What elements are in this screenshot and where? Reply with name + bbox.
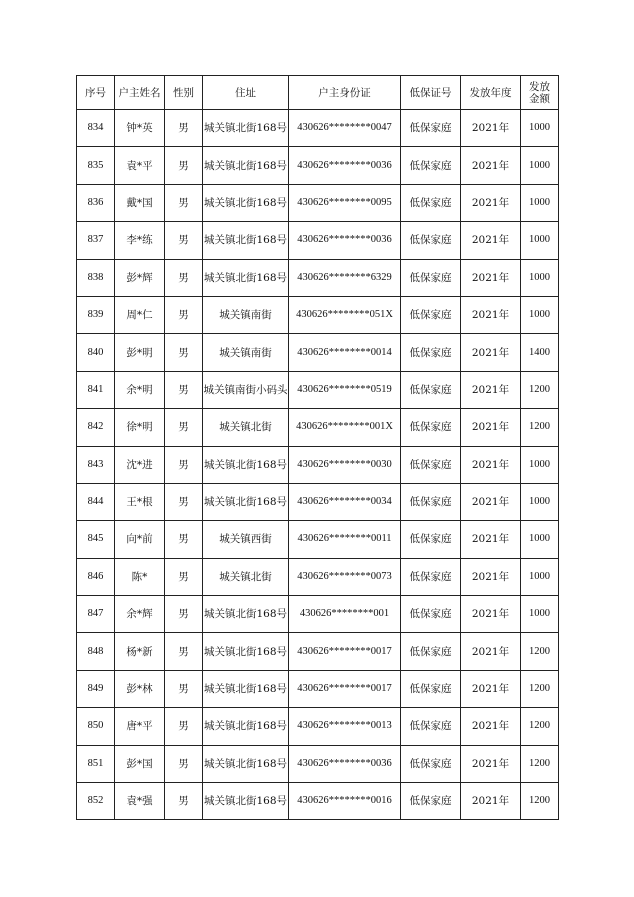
cell-id: 430626********0036: [289, 745, 401, 782]
cell-name: 周*仁: [115, 296, 165, 333]
cell-no: 834: [77, 110, 115, 147]
cell-name: 袁*强: [115, 783, 165, 820]
cell-address: 城关镇北街168号: [203, 110, 289, 147]
cell-name: 陈*: [115, 558, 165, 595]
cell-address: 城关镇南街: [203, 334, 289, 371]
header-id: 户主身份证: [289, 76, 401, 110]
cell-cert: 低保家庭: [401, 296, 461, 333]
cell-gender: 男: [165, 147, 203, 184]
cell-gender: 男: [165, 596, 203, 633]
cell-address: 城关镇北街168号: [203, 446, 289, 483]
table-row: [77, 558, 559, 595]
cell-name: 徐*明: [115, 409, 165, 446]
table-row: [77, 409, 559, 446]
table-row: [77, 371, 559, 408]
cell-amount: 1200: [521, 670, 559, 707]
cell-id: 430626********001: [289, 596, 401, 633]
table-row: [77, 110, 559, 147]
cell-year: 2021年: [461, 558, 521, 595]
table-row: [77, 670, 559, 707]
cell-year: 2021年: [461, 184, 521, 221]
cell-no: 847: [77, 596, 115, 633]
table-row: [77, 483, 559, 520]
cell-amount: 1200: [521, 745, 559, 782]
cell-cert: 低保家庭: [401, 596, 461, 633]
cell-id: 430626********0034: [289, 483, 401, 520]
cell-amount: 1000: [521, 521, 559, 558]
header-name: 户主姓名: [115, 76, 165, 110]
cell-name: 袁*平: [115, 147, 165, 184]
cell-id: 430626********001X: [289, 409, 401, 446]
cell-address: 城关镇北街168号: [203, 259, 289, 296]
cell-name: 向*前: [115, 521, 165, 558]
cell-year: 2021年: [461, 708, 521, 745]
cell-cert: 低保家庭: [401, 147, 461, 184]
cell-year: 2021年: [461, 147, 521, 184]
cell-address: 城关镇北街168号: [203, 745, 289, 782]
cell-address: 城关镇北街168号: [203, 222, 289, 259]
cell-id: 430626********0014: [289, 334, 401, 371]
cell-name: 彭*林: [115, 670, 165, 707]
cell-no: 849: [77, 670, 115, 707]
cell-year: 2021年: [461, 222, 521, 259]
cell-year: 2021年: [461, 745, 521, 782]
cell-gender: 男: [165, 446, 203, 483]
cell-amount: 1000: [521, 296, 559, 333]
cell-gender: 男: [165, 783, 203, 820]
cell-id: 430626********0519: [289, 371, 401, 408]
cell-id: 430626********051X: [289, 296, 401, 333]
cell-amount: 1200: [521, 708, 559, 745]
cell-gender: 男: [165, 222, 203, 259]
cell-cert: 低保家庭: [401, 409, 461, 446]
header-amount-line2: 金额: [529, 92, 550, 105]
cell-address: 城关镇北街: [203, 558, 289, 595]
cell-no: 843: [77, 446, 115, 483]
cell-cert: 低保家庭: [401, 633, 461, 670]
cell-amount: 1000: [521, 483, 559, 520]
cell-cert: 低保家庭: [401, 371, 461, 408]
cell-cert: 低保家庭: [401, 334, 461, 371]
header-row: [77, 76, 559, 110]
cell-no: 851: [77, 745, 115, 782]
cell-name: 杨*新: [115, 633, 165, 670]
cell-cert: 低保家庭: [401, 521, 461, 558]
table-row: [77, 222, 559, 259]
cell-year: 2021年: [461, 596, 521, 633]
table-row: [77, 708, 559, 745]
cell-address: 城关镇南街小码头: [203, 371, 289, 408]
table-row: [77, 446, 559, 483]
cell-year: 2021年: [461, 296, 521, 333]
cell-id: 430626********0016: [289, 783, 401, 820]
table-row: [77, 596, 559, 633]
cell-no: 850: [77, 708, 115, 745]
cell-no: 835: [77, 147, 115, 184]
cell-address: 城关镇北街168号: [203, 596, 289, 633]
cell-gender: 男: [165, 259, 203, 296]
cell-gender: 男: [165, 633, 203, 670]
table-row: [77, 184, 559, 221]
cell-id: 430626********0013: [289, 708, 401, 745]
table-row: [77, 259, 559, 296]
cell-name: 余*辉: [115, 596, 165, 633]
table-row: [77, 633, 559, 670]
cell-amount: 1000: [521, 259, 559, 296]
table-row: [77, 296, 559, 333]
cell-cert: 低保家庭: [401, 670, 461, 707]
cell-gender: 男: [165, 296, 203, 333]
cell-name: 彭*国: [115, 745, 165, 782]
cell-no: 839: [77, 296, 115, 333]
cell-year: 2021年: [461, 446, 521, 483]
cell-year: 2021年: [461, 110, 521, 147]
cell-no: 837: [77, 222, 115, 259]
cell-name: 彭*明: [115, 334, 165, 371]
cell-id: 430626********0017: [289, 670, 401, 707]
cell-year: 2021年: [461, 259, 521, 296]
cell-name: 彭*辉: [115, 259, 165, 296]
cell-cert: 低保家庭: [401, 184, 461, 221]
cell-no: 841: [77, 371, 115, 408]
cell-cert: 低保家庭: [401, 222, 461, 259]
cell-amount: 1200: [521, 371, 559, 408]
cell-year: 2021年: [461, 409, 521, 446]
cell-gender: 男: [165, 558, 203, 595]
cell-cert: 低保家庭: [401, 558, 461, 595]
cell-no: 845: [77, 521, 115, 558]
cell-address: 城关镇北街: [203, 409, 289, 446]
cell-name: 李*练: [115, 222, 165, 259]
cell-id: 430626********6329: [289, 259, 401, 296]
cell-gender: 男: [165, 708, 203, 745]
cell-address: 城关镇北街168号: [203, 633, 289, 670]
cell-id: 430626********0047: [289, 110, 401, 147]
cell-no: 842: [77, 409, 115, 446]
cell-address: 城关镇北街168号: [203, 783, 289, 820]
cell-gender: 男: [165, 521, 203, 558]
cell-gender: 男: [165, 184, 203, 221]
cell-amount: 1000: [521, 110, 559, 147]
cell-cert: 低保家庭: [401, 259, 461, 296]
cell-name: 沈*进: [115, 446, 165, 483]
cell-cert: 低保家庭: [401, 110, 461, 147]
cell-no: 840: [77, 334, 115, 371]
cell-gender: 男: [165, 409, 203, 446]
header-no: 序号: [77, 76, 115, 110]
cell-no: 836: [77, 184, 115, 221]
cell-cert: 低保家庭: [401, 745, 461, 782]
cell-address: 城关镇北街168号: [203, 184, 289, 221]
cell-amount: 1400: [521, 334, 559, 371]
cell-gender: 男: [165, 483, 203, 520]
cell-address: 城关镇北街168号: [203, 483, 289, 520]
cell-id: 430626********0036: [289, 147, 401, 184]
cell-amount: 1200: [521, 783, 559, 820]
cell-year: 2021年: [461, 783, 521, 820]
cell-year: 2021年: [461, 633, 521, 670]
cell-no: 852: [77, 783, 115, 820]
cell-no: 844: [77, 483, 115, 520]
cell-name: 余*明: [115, 371, 165, 408]
header-address: 住址: [203, 76, 289, 110]
cell-no: 848: [77, 633, 115, 670]
header-amount-line1: 发放: [529, 80, 550, 93]
cell-address: 城关镇北街168号: [203, 670, 289, 707]
cell-id: 430626********0011: [289, 521, 401, 558]
cell-cert: 低保家庭: [401, 483, 461, 520]
cell-id: 430626********0036: [289, 222, 401, 259]
header-amount: [521, 76, 559, 110]
cell-no: 838: [77, 259, 115, 296]
cell-year: 2021年: [461, 371, 521, 408]
cell-amount: 1000: [521, 147, 559, 184]
cell-address: 城关镇西街: [203, 521, 289, 558]
cell-cert: 低保家庭: [401, 446, 461, 483]
cell-gender: 男: [165, 371, 203, 408]
cell-amount: 1000: [521, 222, 559, 259]
cell-amount: 1000: [521, 184, 559, 221]
allowance-table: [76, 75, 559, 820]
cell-name: 戴*国: [115, 184, 165, 221]
cell-year: 2021年: [461, 483, 521, 520]
cell-amount: 1000: [521, 446, 559, 483]
table-row: [77, 745, 559, 782]
cell-gender: 男: [165, 745, 203, 782]
cell-address: 城关镇北街168号: [203, 708, 289, 745]
table-row: [77, 147, 559, 184]
cell-id: 430626********0095: [289, 184, 401, 221]
cell-id: 430626********0073: [289, 558, 401, 595]
cell-gender: 男: [165, 334, 203, 371]
cell-cert: 低保家庭: [401, 708, 461, 745]
cell-gender: 男: [165, 670, 203, 707]
cell-address: 城关镇南街: [203, 296, 289, 333]
cell-year: 2021年: [461, 334, 521, 371]
cell-name: 王*根: [115, 483, 165, 520]
cell-amount: 1200: [521, 633, 559, 670]
cell-name: 唐*平: [115, 708, 165, 745]
cell-id: 430626********0017: [289, 633, 401, 670]
cell-amount: 1000: [521, 558, 559, 595]
header-year: 发放年度: [461, 76, 521, 110]
cell-gender: 男: [165, 110, 203, 147]
cell-amount: 1200: [521, 409, 559, 446]
cell-id: 430626********0030: [289, 446, 401, 483]
header-cert: 低保证号: [401, 76, 461, 110]
cell-year: 2021年: [461, 670, 521, 707]
cell-address: 城关镇北街168号: [203, 147, 289, 184]
cell-cert: 低保家庭: [401, 783, 461, 820]
cell-year: 2021年: [461, 521, 521, 558]
cell-amount: 1000: [521, 596, 559, 633]
table-row: [77, 334, 559, 371]
table-row: [77, 521, 559, 558]
table-row: [77, 783, 559, 820]
cell-no: 846: [77, 558, 115, 595]
cell-name: 钟*英: [115, 110, 165, 147]
header-gender: 性别: [165, 76, 203, 110]
